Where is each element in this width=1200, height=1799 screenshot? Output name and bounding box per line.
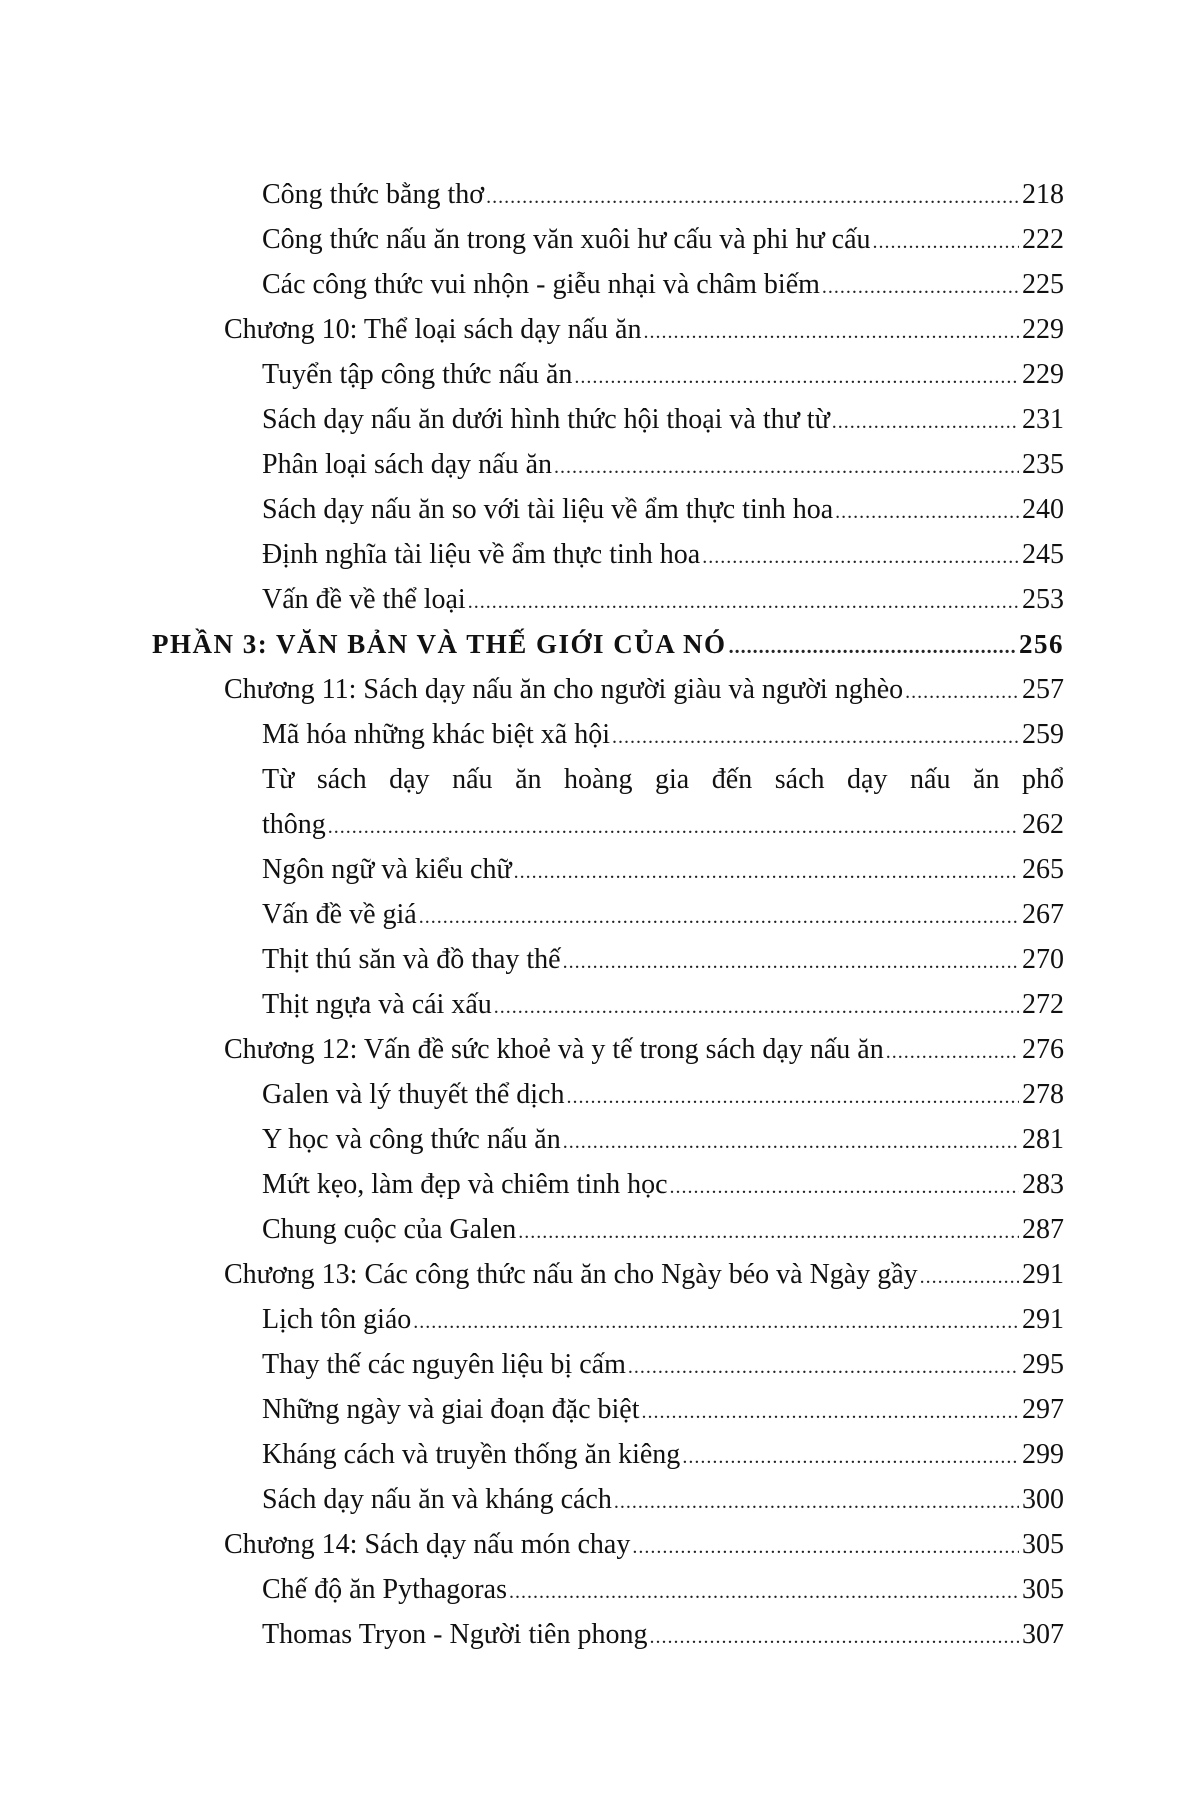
toc-entry-title: Những ngày và giai đoạn đặc biệt <box>262 1394 640 1425</box>
dot-leader <box>835 490 1019 535</box>
toc-page-number: 305 <box>1022 1529 1064 1560</box>
dot-leader <box>729 625 1016 670</box>
toc-section-entry <box>0 1387 1200 1432</box>
toc-page-number: 262 <box>1022 809 1064 840</box>
toc-entry-title: Lịch tôn giáo <box>262 1304 412 1335</box>
toc-chapter-entry <box>0 1522 1200 1567</box>
toc-page-number: 225 <box>1022 269 1064 300</box>
toc-page-number: 281 <box>1022 1124 1064 1155</box>
toc-page-number: 229 <box>1022 359 1064 390</box>
dot-leader <box>614 1480 1019 1525</box>
toc-entry-title: Mã hóa những khác biệt xã hội <box>262 719 610 750</box>
toc-page-number: 287 <box>1022 1214 1064 1245</box>
toc-section-entry <box>0 1297 1200 1342</box>
toc-section-entry <box>0 892 1200 937</box>
toc-section-entry <box>0 712 1200 757</box>
dot-leader <box>632 1525 1019 1570</box>
toc-section-entry <box>0 1477 1200 1522</box>
toc-page-number: 270 <box>1022 944 1064 975</box>
toc-section-entry <box>0 577 1200 622</box>
toc-page-number: 300 <box>1022 1484 1064 1515</box>
dot-leader <box>642 1390 1019 1435</box>
toc-page-number: 291 <box>1022 1304 1064 1335</box>
toc-section-entry <box>0 1162 1200 1207</box>
toc-section-entry <box>0 1567 1200 1612</box>
dot-leader <box>682 1435 1019 1480</box>
toc-section-entry <box>0 1342 1200 1387</box>
toc-part-heading <box>0 622 1200 667</box>
dot-leader <box>509 1570 1019 1615</box>
dot-leader <box>468 580 1019 625</box>
dot-leader <box>494 985 1019 1030</box>
toc-entry-line <box>0 757 1200 802</box>
dot-leader <box>486 175 1019 220</box>
toc-entry-title: Từ sách dạy nấu ăn hoàng gia đến sách dạy nấu ăn phổ <box>262 764 1064 795</box>
toc-entry-title: Chương 14: Sách dạy nấu món chay <box>224 1529 631 1560</box>
toc-section-entry <box>0 172 1200 217</box>
toc-section-entry <box>0 1207 1200 1252</box>
toc-entry-title: Các công thức vui nhộn - giễu nhại và châm biếm <box>262 269 820 300</box>
toc-page-number: 259 <box>1022 719 1064 750</box>
toc-section-entry <box>0 532 1200 577</box>
toc-page-number: 283 <box>1022 1169 1064 1200</box>
toc-page-number: 256 <box>1019 629 1064 659</box>
toc-section-entry <box>0 1072 1200 1117</box>
dot-leader <box>628 1345 1019 1390</box>
dot-leader <box>612 715 1019 760</box>
toc-entry-title: thông <box>262 809 326 840</box>
toc-entry-title: Sách dạy nấu ăn dưới hình thức hội thoại và thư từ <box>262 404 830 435</box>
toc-page-number: 276 <box>1022 1034 1064 1065</box>
toc-entry-title: Thịt ngựa và cái xấu <box>262 989 492 1020</box>
toc-page-number: 257 <box>1022 674 1064 705</box>
dot-leader <box>554 445 1019 490</box>
dot-leader <box>873 220 1020 265</box>
toc-section-entry <box>0 217 1200 262</box>
toc-page-number: 299 <box>1022 1439 1064 1470</box>
toc-entry-title: Công thức bằng thơ <box>262 179 485 210</box>
toc-page-number: 218 <box>1022 179 1064 210</box>
toc-section-entry <box>0 1612 1200 1657</box>
toc-section-entry <box>0 352 1200 397</box>
toc-entry-title: Chung cuộc của Galen <box>262 1214 517 1245</box>
toc-entry-title: Vấn đề về thể loại <box>262 584 466 615</box>
toc-page-number: 240 <box>1022 494 1064 525</box>
toc-entry-title: Sách dạy nấu ăn so với tài liệu về ẩm thực tinh hoa <box>262 494 834 525</box>
dot-leader <box>886 1030 1019 1075</box>
toc-section-entry <box>0 487 1200 532</box>
toc-entry-title: Thomas Tryon - Người tiên phong <box>262 1619 648 1650</box>
toc-entry-title: Mứt kẹo, làm đẹp và chiêm tinh học <box>262 1169 668 1200</box>
dot-leader <box>574 355 1019 400</box>
toc-entry-title: Chế độ ăn Pythagoras <box>262 1574 507 1605</box>
dot-leader <box>832 400 1019 445</box>
toc-page-number: 295 <box>1022 1349 1064 1380</box>
toc-entry-title: Chương 12: Vấn đề sức khoẻ và y tế trong sách dạy nấu ăn <box>224 1034 884 1065</box>
dot-leader <box>920 1255 1019 1300</box>
dot-leader <box>518 1210 1019 1255</box>
toc-page-number: 265 <box>1022 854 1064 885</box>
toc-chapter-entry <box>0 667 1200 712</box>
toc-section-entry <box>0 442 1200 487</box>
dot-leader <box>649 1615 1019 1660</box>
toc-entry-title: Thay thế các nguyên liệu bị cấm <box>262 1349 626 1380</box>
toc-page-number: 267 <box>1022 899 1064 930</box>
dot-leader <box>563 940 1019 985</box>
toc-section-entry <box>0 937 1200 982</box>
toc-entry-title: Phân loại sách dạy nấu ăn <box>262 449 553 480</box>
dot-leader <box>905 670 1019 715</box>
dot-leader <box>702 535 1019 580</box>
dot-leader <box>328 805 1019 850</box>
toc-page-number: 272 <box>1022 989 1064 1020</box>
toc-page-number: 245 <box>1022 539 1064 570</box>
toc-entry-title: Tuyển tập công thức nấu ăn <box>262 359 573 390</box>
toc-entry-title: Vấn đề về giá <box>262 899 417 930</box>
toc-entry-title: Ngôn ngữ và kiểu chữ <box>262 854 512 885</box>
toc-entry-title: Định nghĩa tài liệu về ẩm thực tinh hoa <box>262 539 701 570</box>
toc-chapter-entry <box>0 1027 1200 1072</box>
table-of-contents <box>0 172 1200 1657</box>
toc-entry-title: Chương 11: Sách dạy nấu ăn cho người giàu và người nghèo <box>224 674 904 705</box>
toc-page-number: 253 <box>1022 584 1064 615</box>
toc-chapter-entry <box>0 1252 1200 1297</box>
toc-page-number: 222 <box>1022 224 1064 255</box>
toc-entry-title: Công thức nấu ăn trong văn xuôi hư cấu và phi hư cấu <box>262 224 871 255</box>
toc-entry-title: Sách dạy nấu ăn và kháng cách <box>262 1484 612 1515</box>
toc-entry-title: Thịt thú săn và đồ thay thế <box>262 944 561 975</box>
toc-section-entry <box>0 1117 1200 1162</box>
toc-section-entry <box>0 982 1200 1027</box>
toc-page-number: 229 <box>1022 314 1064 345</box>
dot-leader <box>566 1075 1019 1120</box>
toc-entry-title: Chương 13: Các công thức nấu ăn cho Ngày béo và Ngày gầy <box>224 1259 918 1290</box>
toc-chapter-entry <box>0 307 1200 352</box>
toc-section-entry <box>0 397 1200 442</box>
toc-entry-title: Kháng cách và truyền thống ăn kiêng <box>262 1439 681 1470</box>
toc-section-entry <box>0 847 1200 892</box>
dot-leader <box>643 310 1019 355</box>
toc-page-number: 297 <box>1022 1394 1064 1425</box>
dot-leader <box>419 895 1019 940</box>
toc-page-number: 235 <box>1022 449 1064 480</box>
toc-page-number: 291 <box>1022 1259 1064 1290</box>
toc-page-number: 278 <box>1022 1079 1064 1110</box>
toc-section-entry <box>0 1432 1200 1477</box>
toc-entry-title: PHẦN 3: VĂN BẢN VÀ THẾ GIỚI CỦA NÓ <box>152 629 727 659</box>
toc-entry-title: Y học và công thức nấu ăn <box>262 1124 561 1155</box>
toc-section-entry <box>0 262 1200 307</box>
dot-leader <box>822 265 1019 310</box>
toc-page-number: 305 <box>1022 1574 1064 1605</box>
toc-page-number: 307 <box>1022 1619 1064 1650</box>
toc-entry-title: Chương 10: Thể loại sách dạy nấu ăn <box>224 314 642 345</box>
dot-leader <box>563 1120 1019 1165</box>
dot-leader <box>413 1300 1019 1345</box>
toc-entry-title: Galen và lý thuyết thể dịch <box>262 1079 565 1110</box>
dot-leader <box>514 850 1019 895</box>
toc-section-entry <box>0 802 1200 847</box>
toc-page-number: 231 <box>1022 404 1064 435</box>
dot-leader <box>670 1165 1019 1210</box>
